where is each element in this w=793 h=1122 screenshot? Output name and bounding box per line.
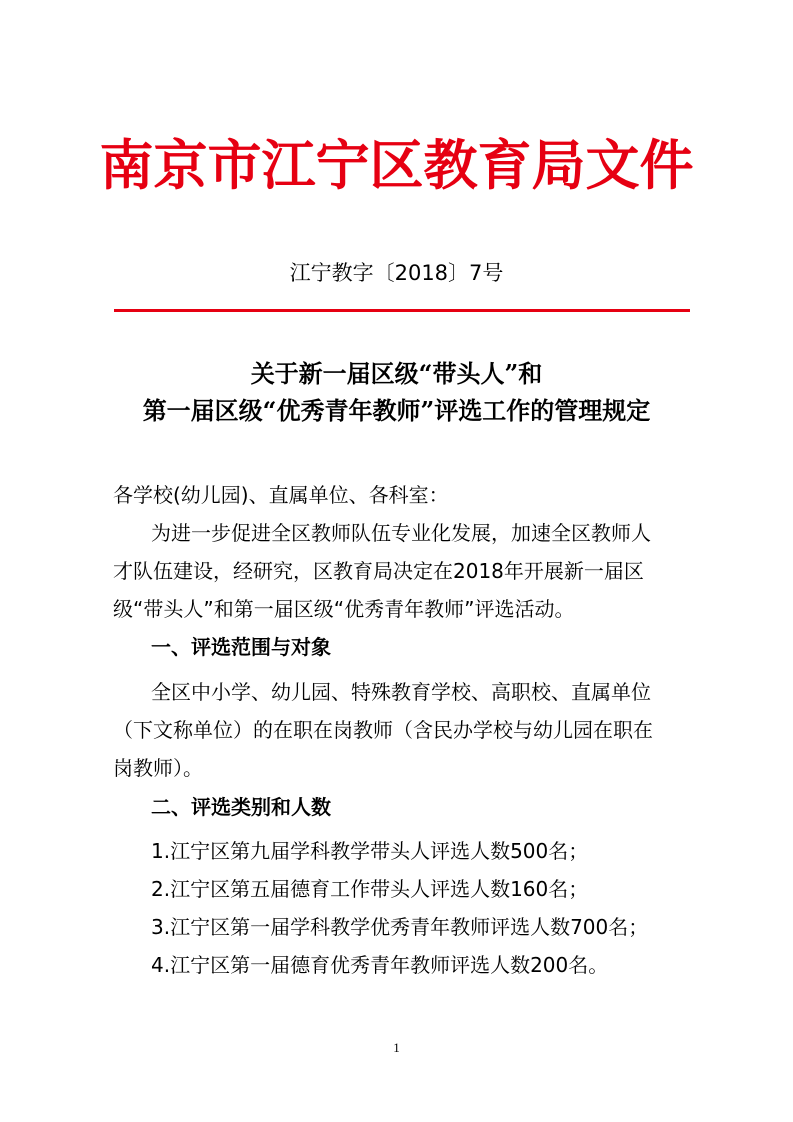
- section-2-item-4: 4.江宁区第一届德育优秀青年教师评选人数200名。: [151, 953, 609, 977]
- section-2-item-2: 2.江宁区第五届德育工作带头人评选人数160名；: [151, 877, 589, 901]
- document-number: 江宁教字〔2018〕7号: [289, 261, 504, 285]
- intro-paragraph-line-2: 才队伍建设，经研究，区教育局决定在2018年开展新一届区: [113, 559, 644, 583]
- intro-paragraph-line-3: 级“带头人”和第一届区级“优秀青年教师”评选活动。: [113, 597, 575, 621]
- section-1-line-3: 岗教师）。: [113, 756, 203, 780]
- document-subject-line-2: 第一届区级“优秀青年教师”评选工作的管理规定: [142, 396, 651, 425]
- document-subject-line-1: 关于新一届区级“带头人”和: [250, 359, 543, 388]
- salutation: 各学校(幼儿园)、直属单位、各科室：: [113, 483, 449, 507]
- section-1-line-1: 全区中小学、幼儿园、特殊教育学校、高职校、直属单位: [151, 680, 651, 704]
- page-number: 1: [393, 1040, 400, 1055]
- intro-paragraph-line-1: 为进一步促进全区教师队伍专业化发展，加速全区教师人: [151, 521, 651, 545]
- section-1-heading: 一、评选范围与对象: [151, 635, 331, 659]
- section-2-item-1: 1.江宁区第九届学科教学带头人评选人数500名；: [151, 839, 589, 863]
- section-2-heading: 二、评选类别和人数: [151, 795, 331, 819]
- section-2-item-3: 3.江宁区第一届学科教学优秀青年教师评选人数700名；: [151, 915, 649, 939]
- section-1-line-2: （下文称单位）的在职在岗教师（含民办学校与幼儿园在职在: [113, 718, 653, 742]
- red-divider-line: [114, 309, 690, 312]
- document-header-title: 南京市江宁区教育局文件: [99, 133, 694, 197]
